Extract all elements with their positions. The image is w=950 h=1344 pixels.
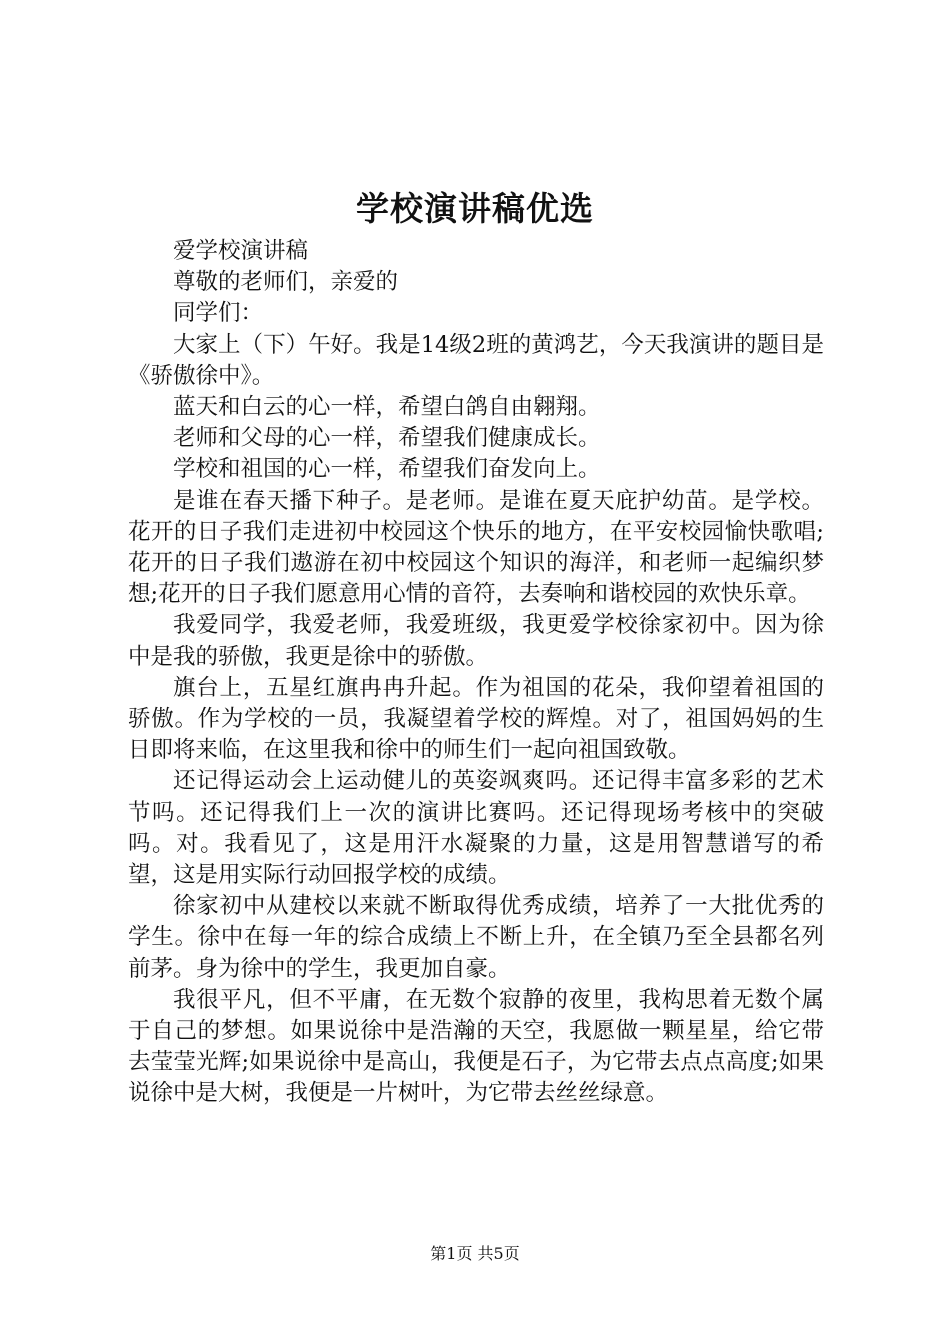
- paragraph: 还记得运动会上运动健儿的英姿飒爽吗。还记得丰富多彩的艺术节吗。还记得我们上一次的演讲比赛吗。还记得现场考核中的突破吗。对。我看见了，这是用汗水凝聚的力量，这是用智慧谱写的希望，这是用实际行动回报学校的成绩。: [128, 768, 824, 889]
- page-footer: 第1页 共5页: [430, 1244, 520, 1263]
- paragraph: 尊敬的老师们，亲爱的: [173, 269, 399, 296]
- paragraph: 是谁在春天播下种子。是老师。是谁在夏天庇护幼苗。是学校。花开的日子我们走进初中校园这个快乐的地方，在平安校园愉快歌唱;花开的日子我们遨游在初中校园这个知识的海洋，和老师一起编织梦想;花开的日子我们愿意用心情的音符，去奏响和谐校园的欢快乐章。: [128, 487, 824, 608]
- paragraph: 我爱同学，我爱老师，我爱班级，我更爱学校徐家初中。因为徐中是我的骄傲，我更是徐中的骄傲。: [128, 612, 824, 670]
- document-body: [128, 236, 824, 1110]
- paragraph: 我很平凡，但不平庸，在无数个寂静的夜里，我构思着无数个属于自己的梦想。如果说徐中是浩瀚的天空，我愿做一颗星星，给它带去莹莹光辉;如果说徐中是高山，我便是石子，为它带去点点高度;如果说徐中是大树，我便是一片树叶，为它带去丝丝绿意。: [128, 986, 824, 1107]
- paragraph: 老师和父母的心一样，希望我们健康成长。: [173, 425, 601, 452]
- paragraph: 爱学校演讲稿: [173, 238, 309, 264]
- paragraph: 旗台上，五星红旗冉冉升起。作为祖国的花朵，我仰望着祖国的骄傲。作为学校的一员，我凝望着学校的辉煌。对了，祖国妈妈的生日即将来临，在这里我和徐中的师生们一起向祖国致敬。: [128, 674, 824, 764]
- paragraph: 蓝天和白云的心一样，希望白鸽自由翱翔。: [173, 394, 601, 421]
- paragraph: 同学们：: [173, 300, 264, 327]
- paragraph: 徐家初中从建校以来就不断取得优秀成绩，培养了一大批优秀的学生。徐中在每一年的综合成绩上不断上升，在全镇乃至全县都名列前茅。身为徐中的学生，我更加自豪。: [128, 893, 824, 982]
- paragraph: 学校和祖国的心一样，希望我们奋发向上。: [173, 456, 601, 483]
- document-title: 学校演讲稿优选: [356, 189, 594, 228]
- paragraph: 大家上（下）午好。我是14级2班的黄鸿艺，今天我演讲的题目是《骄傲徐中》。: [128, 331, 824, 389]
